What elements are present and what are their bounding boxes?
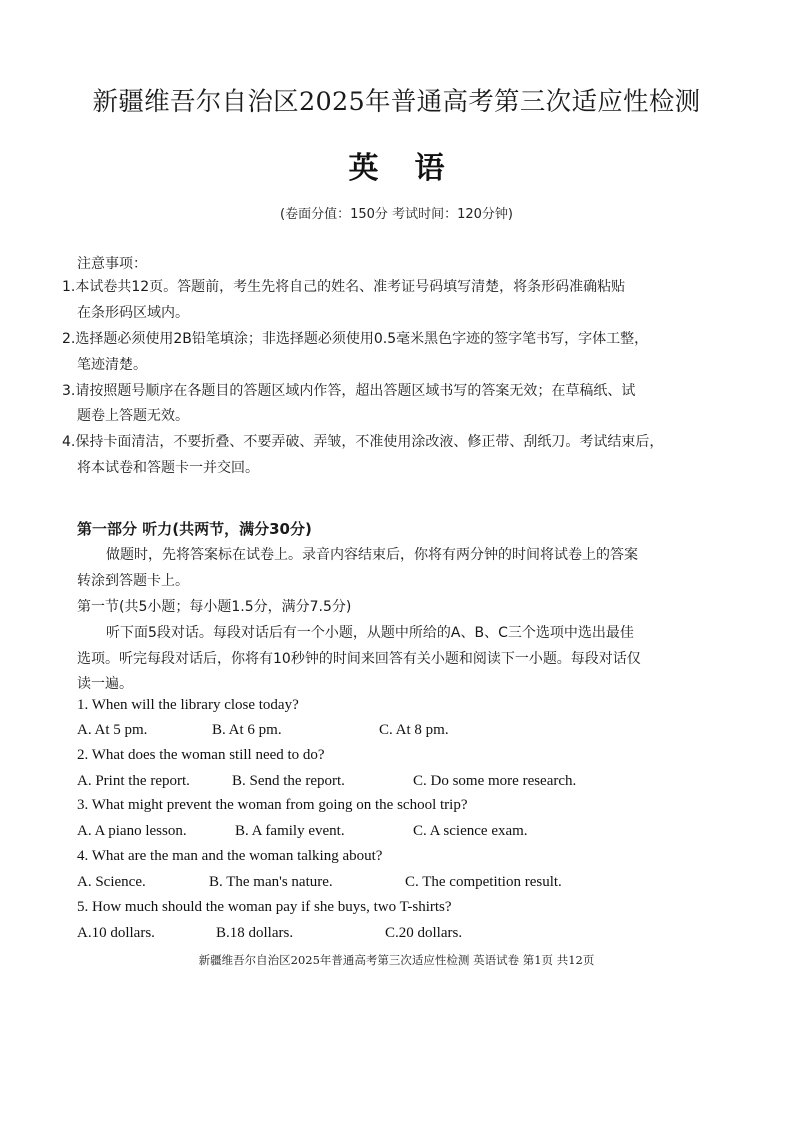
- note-item-1: 1.本试卷共12页。答题前，考生先将自己的姓名、准考证号码填写清楚，将条形码准确粘贴: [62, 279, 626, 295]
- question-3: 3. What might prevent the woman from going on the school trip?: [77, 797, 468, 813]
- option-3a: A. A piano lesson.: [77, 823, 187, 839]
- section1-instructions: 听下面5段对话。每段对话后有一个小题，从题中所给的A、B、C三个选项中选出最佳: [106, 625, 634, 641]
- option-1c: C. At 8 pm.: [379, 722, 449, 738]
- note-item-4-cont: 将本试卷和答题卡一并交回。: [77, 460, 259, 476]
- note-item-3: 3.请按照题号顺序在各题目的答题区域内作答，超出答题区域书写的答案无效；在草稿纸、试: [62, 383, 636, 399]
- part1-title: 第一部分 听力(共两节，满分30分): [77, 520, 312, 538]
- option-2c: C. Do some more research.: [413, 773, 577, 789]
- note-item-2-cont: 笔迹清楚。: [77, 357, 147, 373]
- option-3b: B. A family event.: [235, 823, 345, 839]
- part1-intro-cont: 转涂到答题卡上。: [77, 573, 189, 589]
- subject-title: 英语: [348, 151, 481, 186]
- question-2: 2. What does the woman still need to do?: [77, 747, 325, 763]
- option-5b: B.18 dollars.: [216, 925, 294, 941]
- option-4a: A. Science.: [77, 874, 146, 890]
- question-4: 4. What are the man and the woman talking about?: [77, 848, 383, 864]
- part1-intro: 做题时，先将答案标在试卷上。录音内容结束后，你将有两分钟的时间将试卷上的答案: [106, 547, 638, 563]
- option-4c: C. The competition result.: [405, 874, 562, 890]
- option-5c: C.20 dollars.: [385, 925, 463, 941]
- section1-title: 第一节(共5小题；每小题1.5分，满分7.5分): [77, 599, 352, 615]
- exam-title: 新疆维吾尔自治区2025年普通高考第三次适应性检测: [92, 87, 701, 117]
- score-info: (卷面分值：150分 考试时间：120分钟): [280, 207, 513, 222]
- note-item-2: 2.选择题必须使用2B铅笔填涂；非选择题必须使用0.5毫米黑色字迹的签字笔书写，字体工整，: [62, 331, 649, 347]
- option-4b: B. The man's nature.: [209, 874, 333, 890]
- option-2b: B. Send the report.: [232, 773, 345, 789]
- option-5a: A.10 dollars.: [77, 925, 155, 941]
- note-item-4: 4.保持卡面清洁，不要折叠、不要弄破、弄皱，不准使用涂改液、修正带、刮纸刀。考试结束后，: [62, 434, 664, 450]
- question-1: 1. When will the library close today?: [77, 697, 299, 713]
- option-3c: C. A science exam.: [413, 823, 528, 839]
- question-5: 5. How much should the woman pay if she buys, two T-shirts?: [77, 899, 452, 915]
- option-1a: A. At 5 pm.: [77, 722, 148, 738]
- note-item-1-cont: 在条形码区域内。: [77, 305, 189, 321]
- option-1b: B. At 6 pm.: [212, 722, 282, 738]
- section1-instructions-end: 读一遍。: [77, 676, 133, 692]
- notes-title: 注意事项：: [77, 256, 147, 272]
- option-2a: A. Print the report.: [77, 773, 190, 789]
- note-item-3-cont: 题卷上答题无效。: [77, 408, 189, 424]
- page-footer: 新疆维吾尔自治区2025年普通高考第三次适应性检测 英语试卷 第1页 共12页: [198, 953, 595, 967]
- section1-instructions-cont: 选项。听完每段对话后，你将有10秒钟的时间来回答有关小题和阅读下一小题。每段对话仅: [77, 651, 641, 667]
